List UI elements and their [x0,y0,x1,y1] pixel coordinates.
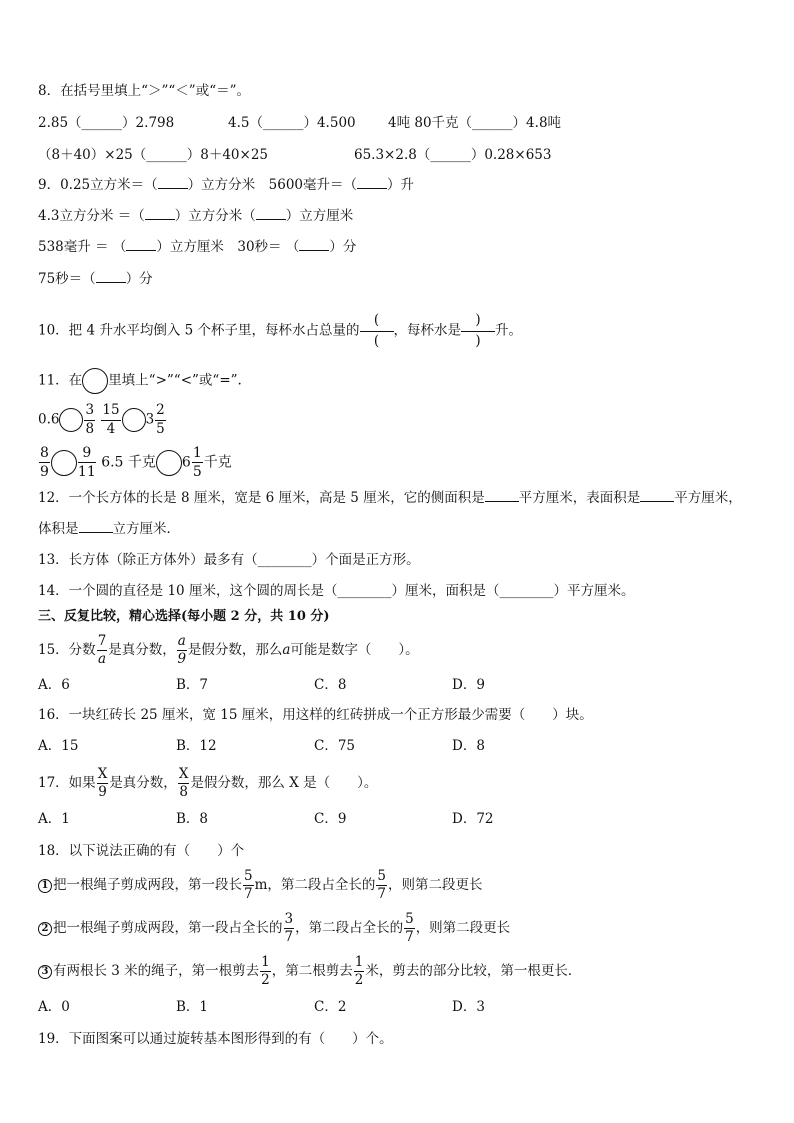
blank [158,176,188,189]
q10-text: 10．把 4 升水平均倒入 5 个杯子里，每杯水占总量的 [38,322,360,339]
q18-text: ，第二根剪去 [271,963,353,979]
variable: a [282,642,291,658]
q16-option-b[interactable]: B．12 [176,738,217,754]
fraction: $\frac{2}{5}$ [156,402,165,437]
q18-title: 18．以下说法正确的有（ ）个 [38,843,245,859]
q18-statement-3 [38,952,581,990]
q9-text: ）升 [387,177,415,193]
circled-number: 1 [38,879,52,893]
q12-text: 12．一个长方体的长是 8 厘米，宽是 6 厘米，高是 5 厘米，它的侧面积是 [38,490,485,506]
q18-text: ，第二段占全长的 [295,920,404,936]
q11-row-1 [38,404,167,436]
q8-item-4: （8＋40）×25（______）8＋40×25 [38,147,269,163]
q12-text: 平方厘米，表面积是 [518,490,641,506]
q9-line-1 [38,176,414,194]
q8-item-1: 2.85（______）2.798 [38,115,175,131]
q9-text: ）立方分米（ [174,208,256,224]
value: 0.6 [38,411,60,428]
fraction: $\frac{3}{8}$ [85,402,95,437]
circled-number: 3 [38,965,52,979]
fraction: $\frac{3}{7}$ [284,910,294,945]
q11-text: 里填上“>”“<”或“=”. [108,372,242,389]
q9-text: 4.3立方分米 ＝（ [38,208,145,224]
q10 [38,314,522,348]
fraction-blank: $\frac{(}{(}$ [360,314,394,348]
circled-number: 2 [38,922,52,936]
q18-option-c[interactable]: C．2 [314,999,347,1015]
fraction: $\frac{15}{4}$ [102,402,120,437]
q9-text: 538毫升 ＝ （ [38,239,127,255]
q8-item-2: 4.5（______）4.500 [228,115,356,131]
compare-circle [82,368,108,394]
q10-text: 升。 [495,322,523,339]
q11-row-2 [38,446,232,479]
fraction: $\frac{X}{9}$ [97,765,108,800]
q9-text: ）分 [329,239,357,255]
compare-circle [122,408,146,432]
fraction: $\frac{a}{9}$ [177,632,187,667]
q11-text: 11．在 [38,372,83,389]
q12-text: 立方厘米． [112,521,180,537]
fraction: $\frac{1}{2}$ [261,953,270,988]
q14: 14．一个圆的直径是 10 厘米，这个圆的周长是（________）厘米，面积是（________）平方厘米。 [38,583,635,599]
blank [145,207,175,220]
q17-text: 是假分数，那么 X 是（ ）。 [190,775,378,791]
q9-line-2 [38,207,353,225]
compare-circle [51,450,77,476]
q18-statement-2 [38,909,510,947]
q17-text: 17．如果 [38,775,96,791]
q17 [38,766,377,800]
q17-option-d[interactable]: D．72 [452,811,494,827]
q9-text: 9．0.25立方米＝（ [38,177,158,193]
q9-text: 75秒＝（ [38,271,96,287]
q18-text: 把一根绳子剪成两段，第一段占全长的 [53,920,283,936]
q18-text: m，第二段占全长的 [254,877,376,893]
fraction: $\frac{7}{a}$ [97,632,107,667]
q9-line-4 [38,270,153,288]
q18-text: ，则第二段更长 [415,920,511,936]
value: 6 [181,454,191,471]
fraction-blank: $\frac{)}{)}$ [461,314,495,348]
fraction: $\frac{5}{7}$ [244,867,253,902]
q15-text: 可能是数字（ ）。 [290,642,419,658]
compare-circle [59,408,83,432]
fraction: $\frac{X}{8}$ [178,765,189,800]
q18-option-d[interactable]: D．3 [452,999,485,1015]
blank [256,207,286,220]
q16-option-a[interactable]: A．15 [38,738,79,754]
q18-statement-1 [38,866,483,904]
blank [299,238,329,251]
q15-option-c[interactable]: C．8 [314,677,347,693]
q19: 19．下面图案可以通过旋转基本图形得到的有（ ）个。 [38,1031,393,1047]
q15-text: 15．分数 [38,642,96,658]
q15 [38,634,419,667]
q18-text: ，则第二段更长 [388,877,483,893]
section-3-title: 三、反复比较，精心选择(每小题 2 分，共 10 分) [38,609,330,624]
q18-text: 有两根长 3 米的绳子，第一根剪去 [53,963,260,979]
q9-text: ）分 [125,271,153,287]
value: 3 [145,411,155,428]
q15-text: 是假分数，那么 [187,642,283,658]
q9-text: ）立方厘米 [285,208,354,224]
q10-text: ，每杯水是 [393,322,462,339]
fraction: $\frac{9}{11}$ [77,445,96,480]
q16-option-c[interactable]: C．75 [314,738,356,754]
q18-option-b[interactable]: B．1 [176,999,209,1015]
q12-text: 体积是 [38,521,79,537]
q8-item-3: 4吨 80千克（______）4.8吨 [388,115,562,131]
q9-text: ）立方分米 5600毫升＝（ [187,177,358,193]
blank [640,489,674,502]
q12-text: 平方厘米， [674,490,742,506]
fraction: $\frac{1}{5}$ [192,445,202,480]
q18-text: 把一根绳子剪成两段，第一段长 [53,877,242,893]
fraction: $\frac{5}{7}$ [377,867,386,902]
q12-line-1 [38,489,742,507]
q15-option-b[interactable]: B．7 [176,677,209,693]
blank [485,489,519,502]
blank [126,238,156,251]
q15-option-a[interactable]: A．6 [38,677,70,693]
q8-title: 8．在括号里填上“＞”“＜”或“＝”。 [38,83,250,99]
q16-option-d[interactable]: D．8 [452,738,485,754]
blank [79,520,113,533]
q18-option-a[interactable]: A．0 [38,999,70,1015]
value: 千克 [203,454,232,471]
q9-text: ）立方厘米 30秒＝ （ [156,239,300,255]
blank [96,270,126,283]
q17-option-c[interactable]: C．9 [314,811,347,827]
compare-circle [156,450,182,476]
q18-text: 米，剪去的部分比较，第一根更长． [365,963,582,979]
fraction: $\frac{5}{7}$ [405,910,414,945]
q12-line-2 [38,520,180,538]
q9-line-3 [38,238,356,256]
q16: 16．一块红砖长 25 厘米，宽 15 厘米，用这样的红砖拼成一个正方形最少需要（ ）块。 [38,707,593,723]
q13: 13．长方体（除正方体外）最多有（________）个面是正方形。 [38,552,420,568]
q15-option-d[interactable]: D．9 [452,677,485,693]
q11-title [38,368,242,394]
q17-text: 是真分数， [109,775,177,791]
q8-item-5: 65.3×2.8（______）0.28×653 [354,147,552,163]
blank [357,176,387,189]
value: 6.5 千克 [101,454,156,471]
q15-text: 是真分数， [108,642,176,658]
fraction: $\frac{8}{9}$ [40,445,49,480]
fraction: $\frac{1}{2}$ [354,953,364,988]
q17-option-a[interactable]: A．1 [38,811,70,827]
q17-option-b[interactable]: B．8 [176,811,209,827]
